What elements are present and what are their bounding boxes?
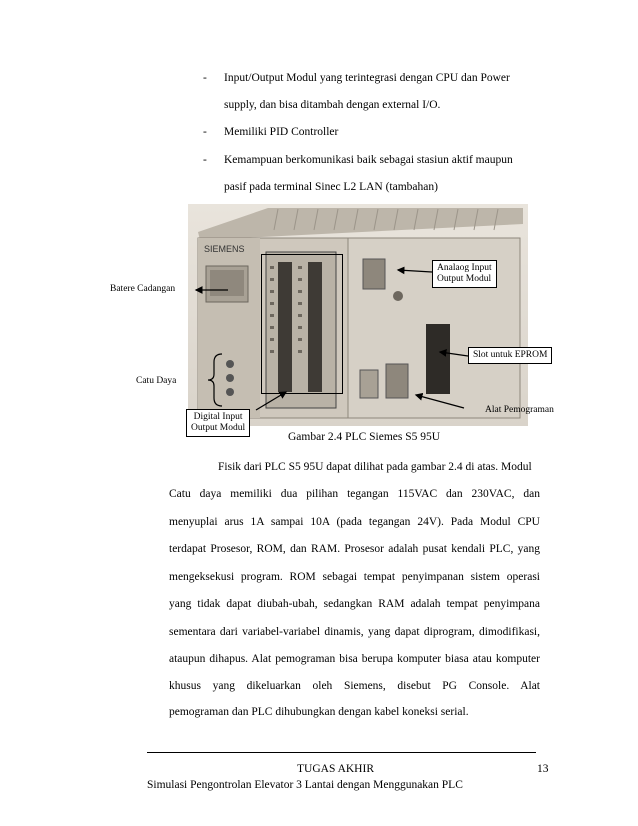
digital-io-arrow bbox=[256, 392, 286, 410]
label-eprom-text: Slot untuk EPROM bbox=[473, 350, 548, 360]
label-digital-io-line: Output Modul bbox=[191, 423, 246, 433]
label-eprom bbox=[468, 347, 552, 364]
power-brace bbox=[208, 354, 222, 406]
footer-subtitle: Simulasi Pengontrolan Elevator 3 Lantai dengan Menggunakan PLC bbox=[147, 779, 463, 791]
label-analog-io bbox=[432, 260, 497, 288]
figure-caption: Gambar 2.4 PLC Siemes S5 95U bbox=[288, 431, 441, 443]
bullet-line: Memiliki PID Controller bbox=[224, 126, 339, 138]
bullet-dash: - bbox=[203, 126, 207, 138]
analog-arrow bbox=[398, 270, 432, 272]
label-programmer bbox=[480, 402, 559, 419]
brand-text: SIEMENS bbox=[204, 244, 245, 254]
paragraph-line: Catu daya memiliki dua pilihan tegangan 115VAC dan 230VAC, dan bbox=[169, 488, 540, 500]
bullet-line: Input/Output Modul yang terintegrasi dengan CPU dan Power bbox=[224, 72, 510, 84]
label-analog-io-line: Output Modul bbox=[437, 274, 492, 284]
bullet-dash: - bbox=[203, 72, 207, 84]
label-battery: Batere Cadangan bbox=[110, 284, 176, 294]
label-digital-io-line: Digital Input bbox=[193, 412, 243, 422]
paragraph-line: pemograman dan PLC dihubungkan dengan kabel koneksi serial. bbox=[169, 706, 469, 718]
bullet-line: pasif pada terminal Sinec L2 LAN (tambahan) bbox=[224, 181, 438, 193]
label-digital-io bbox=[186, 409, 250, 437]
paragraph-line: terdapat Prosesor, ROM, dan RAM. Prosesor adalah pusat kendali PLC, yang bbox=[169, 543, 540, 555]
programmer-arrow bbox=[416, 395, 464, 408]
paragraph-line: Fisik dari PLC S5 95U dapat dilihat pada gambar 2.4 di atas. Modul bbox=[218, 461, 532, 473]
eprom-arrow bbox=[440, 352, 468, 356]
paragraph-line: mengeksekusi program. ROM sebagai tempat penyimpanan sistem operasi bbox=[169, 571, 540, 583]
paragraph-line: yang tidak dapat diubah-ubah, sedangkan RAM adalah tempat penyimpana bbox=[169, 598, 540, 610]
bullet-dash: - bbox=[203, 154, 207, 166]
paragraph-line: sementara dari variabel-variabel dinamis, yang dapat diprogram, dimodifikasi, bbox=[169, 626, 540, 638]
footer-title: TUGAS AKHIR bbox=[297, 763, 374, 775]
label-power: Catu Daya bbox=[136, 376, 177, 386]
label-programmer-text: Alat Pemograman bbox=[485, 405, 554, 415]
paragraph-line: ataupun dihapus. Alat pemograman bisa berupa komputer biasa atau komputer bbox=[169, 653, 540, 665]
paragraph-line: khusus yang dikeluarkan oleh Siemens, disebut PG Console. Alat bbox=[169, 680, 540, 692]
paragraph-line: menyuplai arus 1A sampai 10A (pada tegangan 24V). Pada Modul CPU bbox=[169, 516, 540, 528]
footer-rule bbox=[147, 752, 536, 753]
page-number: 13 bbox=[537, 763, 549, 775]
label-analog-io-line: Analaog Input bbox=[437, 263, 492, 273]
bullet-line: supply, dan bisa ditambah dengan external I/O. bbox=[224, 99, 441, 111]
bullet-line: Kemampuan berkomunikasi baik sebagai stasiun aktif maupun bbox=[224, 154, 513, 166]
